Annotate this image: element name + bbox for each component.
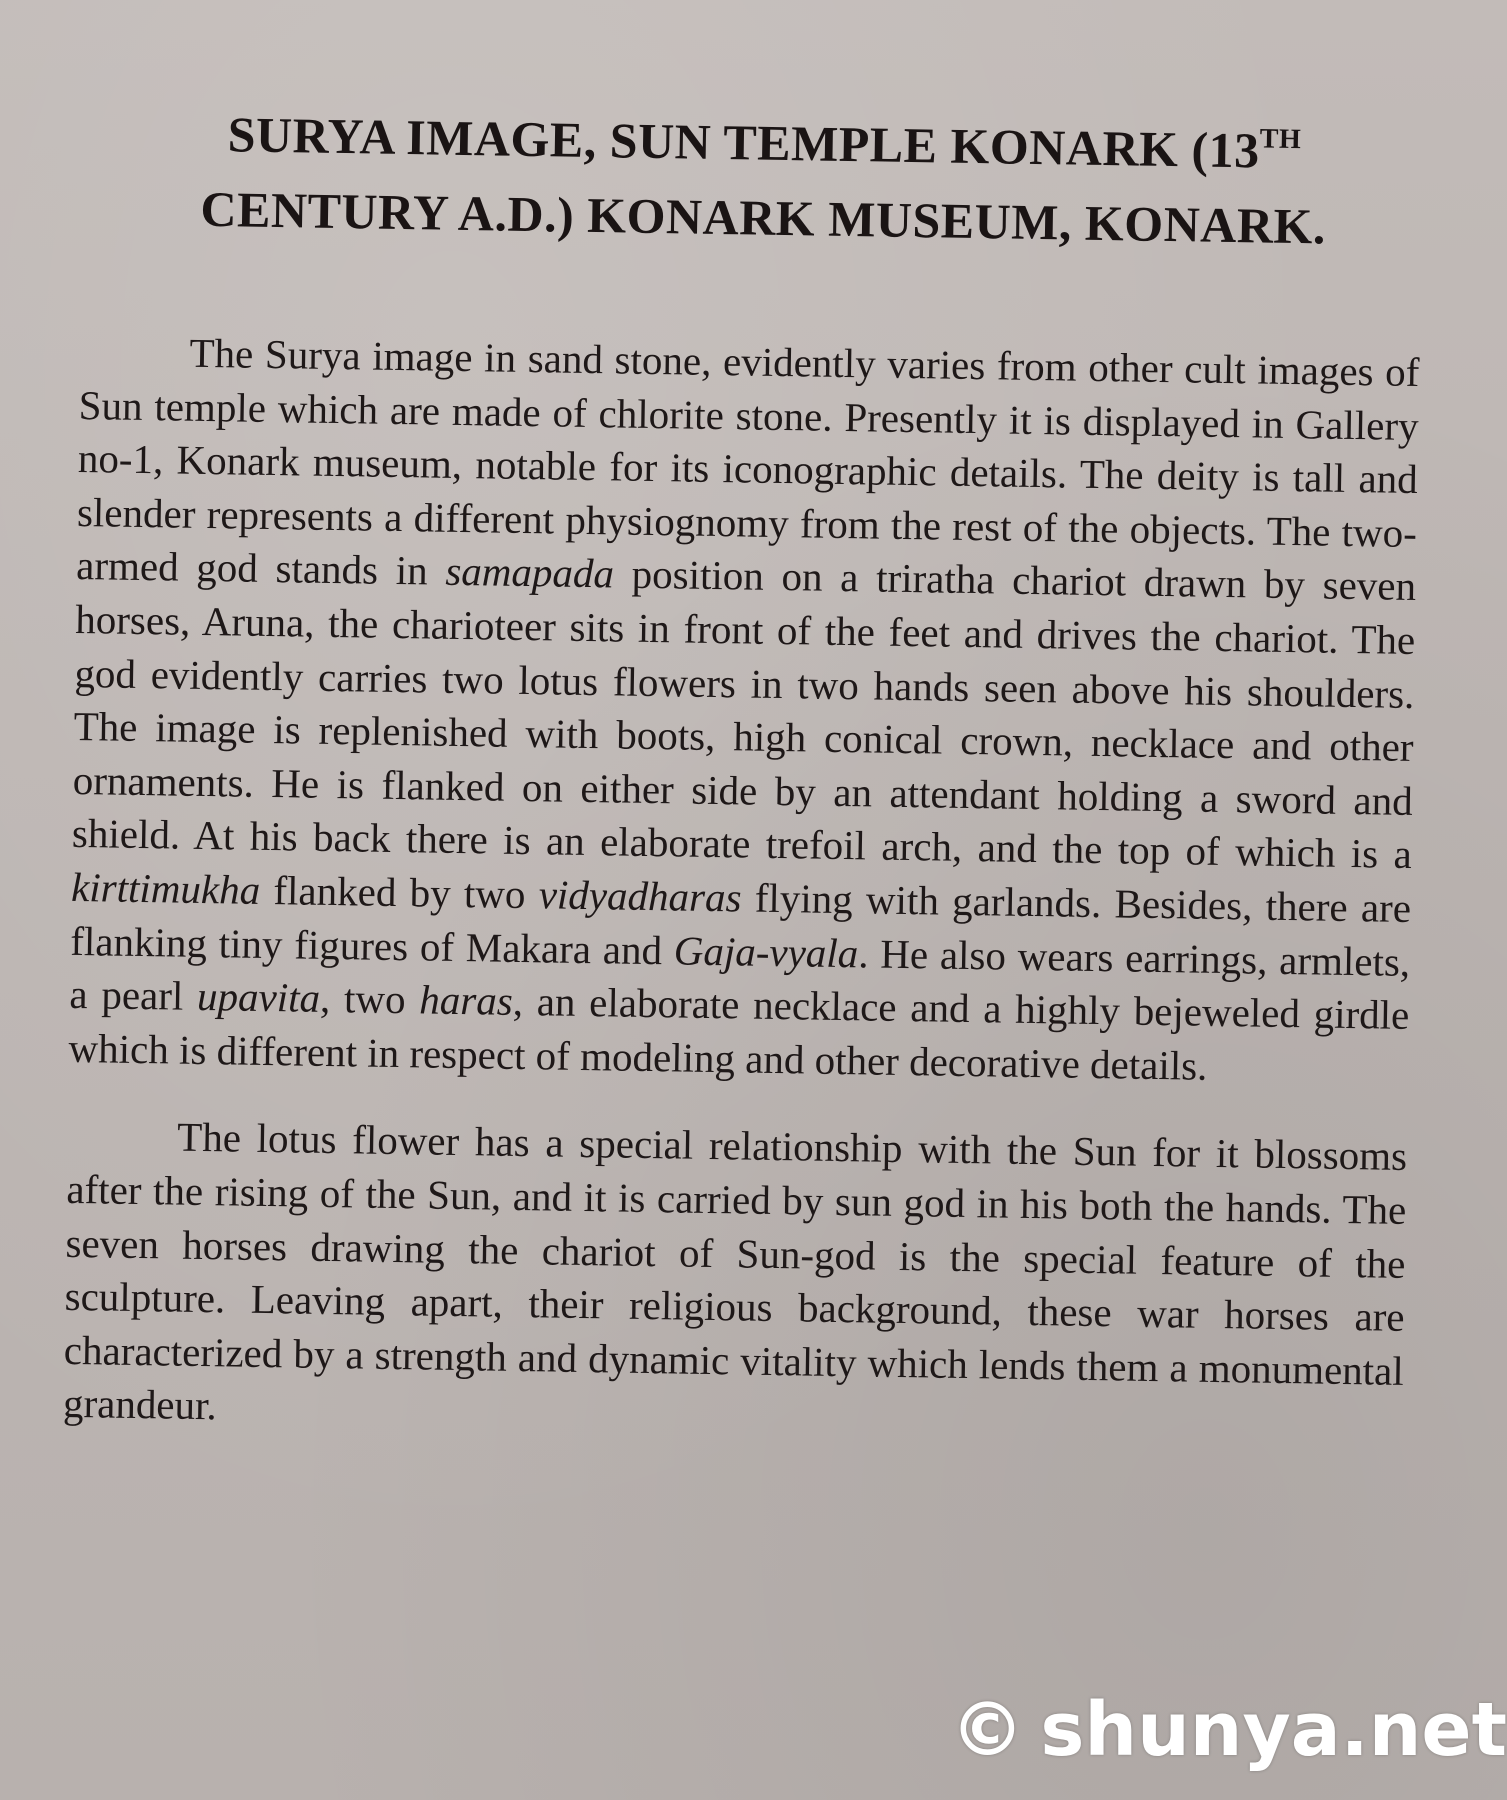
paragraph-1 bbox=[68, 325, 1420, 1096]
paragraph-1-text-1: The Surya image in sand stone, evidently varies from other cult images of Sun temple which are made of chlorite stone. Presently it is displayed in Gallery no-1, Konark museum, notable for its iconographic details. The deity is tall and slender represents a different physiognomy from the rest of the objects. The two- armed god stands in bbox=[75, 329, 1420, 595]
placard-body bbox=[63, 325, 1420, 1452]
italic-term-gaja-vyala: Gaja-vyala bbox=[673, 926, 859, 976]
paragraph-1-text-6: , two bbox=[319, 974, 420, 1023]
title-line-2: CENTURY A.D.) KONARK MUSEUM, KONARK. bbox=[200, 180, 1327, 255]
paragraph-1-text-3: flanked by two bbox=[259, 866, 540, 918]
italic-term-haras: haras bbox=[419, 976, 514, 1025]
italic-term-vidyadharas: vidyadharas bbox=[538, 871, 742, 921]
paragraph-1-text-7: , an elaborate necklace and a highly bejeweled girdle which is different in respect of modeling and other decorative details. bbox=[68, 978, 1410, 1089]
paragraph-2: The lotus flower has a special relationship with the Sun for it blossoms after the rising of the Sun, and it is carried by sun god in his both the hands. The seven horses drawing the chariot of Sun-god is the special feature of the sculpture. Leaving apart, their religious background, these war horses are characterized by a strength and dynamic vitality which lends them a monumental grandeur. bbox=[62, 1113, 1408, 1429]
title-superscript: TH bbox=[1259, 123, 1302, 156]
paragraph-1-text-5: . He also wears earrings, armlets, a pearl bbox=[69, 929, 1411, 1020]
italic-term-kirttimukha: kirttimukha bbox=[70, 863, 261, 913]
paragraph-1-text-2: position on a triratha chariot drawn by seven horses, Aruna, the charioteer sits in front of the feet and drives the chariot. The god evidently carries two lotus flowers in two hands seen above his shoulders. The image is replenished with boots, high conical crown, necklace and other ornaments. He is flanked on either side by an attendant holding a sword and shield. At his back there is an elaborate trefoil arch, and the top of which is a bbox=[71, 550, 1417, 878]
watermark-text: shunya.net bbox=[1040, 1687, 1507, 1773]
placard-title bbox=[148, 100, 1380, 260]
watermark bbox=[950, 1687, 1507, 1773]
title-line-1-text: SURYA IMAGE, SUN TEMPLE KONARK (13 bbox=[227, 106, 1261, 179]
paragraph-1-text-4: flying with garlands. Besides, there are flanking tiny figures of Makara and bbox=[69, 874, 1412, 973]
italic-term-upavita: upavita bbox=[196, 973, 321, 1021]
italic-term-samapada: samapada bbox=[445, 548, 615, 597]
copyright-icon: © bbox=[950, 1687, 1025, 1773]
